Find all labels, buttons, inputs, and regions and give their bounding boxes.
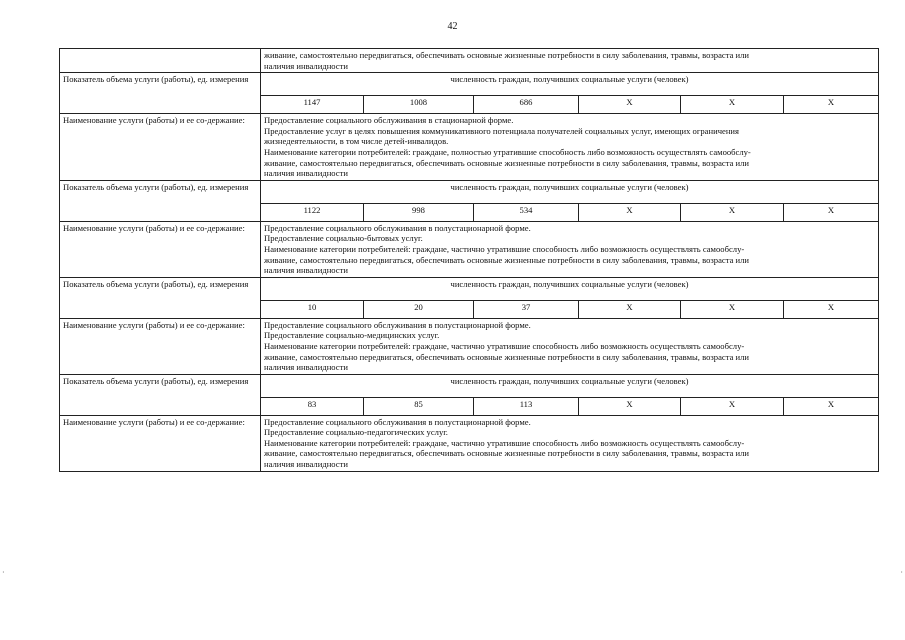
indicator-value-cell: X	[784, 203, 879, 221]
indicator-heading: численность граждан, получивших социальные услуги (человек)	[261, 374, 879, 397]
indicator-heading-row	[60, 277, 879, 300]
indicator-value-cell: X	[784, 96, 879, 114]
indicator-heading-row	[60, 374, 879, 397]
indicator-value-cell: 37	[474, 300, 579, 318]
indicator-value-cell: 998	[364, 203, 474, 221]
description-line: живание, самостоятельно передвигаться, обеспечивать основные жизненные потребности в силу заболевания, травмы, возраста или	[264, 351, 750, 362]
service-description	[261, 318, 879, 374]
indicator-value-cell: 1008	[364, 96, 474, 114]
volume-indicator-label: Показатель объема услуги (работы), ед. измерения	[60, 73, 261, 114]
indicator-value-cell: 83	[261, 397, 364, 415]
description-line: Наименование категории потребителей: граждане, частично утратившие способность либо возможность осуществлять самообслу-	[264, 340, 745, 351]
description-line: живание, самостоятельно передвигаться, обеспечивать основные жизненные потребности в силу заболевания, травмы, возраста или	[264, 157, 750, 168]
description-line: жизнедеятельности, в том числе детей-инвалидов.	[264, 136, 449, 147]
indicator-value-cell: X	[681, 96, 784, 114]
table-body	[60, 49, 879, 472]
service-name-label: Наименование услуги (работы) и ее со-держание:	[60, 221, 261, 277]
description-line: наличия инвалидности	[264, 265, 348, 276]
indicator-value-cell: 686	[474, 96, 579, 114]
description-line: Предоставление социального обслуживания в стационарной форме.	[264, 115, 514, 126]
description-line: Предоставление социально-медицинских услуг.	[264, 330, 440, 341]
description-line: наличия инвалидности	[264, 168, 348, 179]
scan-edge-mark-left: ·	[2, 568, 5, 577]
indicator-value-cell: 534	[474, 203, 579, 221]
indicator-value-cell: X	[681, 397, 784, 415]
indicator-value-cell: X	[579, 96, 681, 114]
indicator-value-cell: 10	[261, 300, 364, 318]
service-name-label: Наименование услуги (работы) и ее со-держание:	[60, 415, 261, 471]
indicator-heading: численность граждан, получивших социальные услуги (человек)	[261, 277, 879, 300]
volume-indicator-label: Показатель объема услуги (работы), ед. измерения	[60, 277, 261, 318]
indicator-value-cell: 1147	[261, 96, 364, 114]
description-line: Предоставление социального обслуживания в полустационарной форме.	[264, 416, 531, 427]
description-line: живание, самостоятельно передвигаться, обеспечивать основные жизненные потребности в силу заболевания, травмы, возраста или	[264, 254, 750, 265]
description-line: Предоставление социально-педагогических услуг.	[264, 427, 448, 438]
description-line: живание, самостоятельно передвигаться, обеспечивать основные жизненные потребности в силу заболевания, травмы, возраста или	[264, 50, 750, 60]
description-line: живание, самостоятельно передвигаться, обеспечивать основные жизненные потребности в силу заболевания, травмы, возраста или	[264, 448, 750, 459]
service-description	[261, 221, 879, 277]
service-name-label: Наименование услуги (работы) и ее со-держание:	[60, 318, 261, 374]
indicator-value-cell: 113	[474, 397, 579, 415]
page-number: 42	[447, 21, 458, 32]
service-description-row	[60, 415, 879, 471]
description-line: наличия инвалидности	[264, 459, 348, 470]
service-description	[261, 49, 879, 73]
indicator-heading: численность граждан, получивших социальные услуги (человек)	[261, 73, 879, 96]
description-line: Наименование категории потребителей: граждане, полностью утратившие способность либо возможность осуществлять самообслу-	[264, 146, 751, 157]
volume-indicator-label: Показатель объема услуги (работы), ед. измерения	[60, 374, 261, 415]
description-line: Предоставление услуг в целях повышения коммуникативного потенциала получателей социальных услуг, имеющих ограничения	[264, 125, 739, 136]
indicator-heading: численность граждан, получивших социальные услуги (человек)	[261, 180, 879, 203]
service-description-row	[60, 318, 879, 374]
description-line: наличия инвалидности	[264, 60, 348, 71]
indicator-value-cell: X	[681, 203, 784, 221]
indicator-heading-row	[60, 73, 879, 96]
indicator-value-cell: 85	[364, 397, 474, 415]
description-line: наличия инвалидности	[264, 362, 348, 373]
service-description	[261, 114, 879, 181]
scan-edge-mark-right: ·	[900, 568, 903, 577]
description-line: Наименование категории потребителей: граждане, частично утратившие способность либо возможность осуществлять самообслу-	[264, 243, 745, 254]
indicator-value-cell: X	[579, 300, 681, 318]
volume-indicator-label: Показатель объема услуги (работы), ед. измерения	[60, 180, 261, 221]
service-description-row	[60, 221, 879, 277]
indicator-value-cell: X	[784, 397, 879, 415]
indicator-value-cell: X	[579, 203, 681, 221]
description-line: Наименование категории потребителей: граждане, частично утратившие способность либо возможность осуществлять самообслу-	[264, 437, 745, 448]
service-description-continuation-row	[60, 49, 879, 73]
indicator-value-cell: X	[681, 300, 784, 318]
service-name-label: Наименование услуги (работы) и ее со-держание:	[60, 114, 261, 181]
indicator-heading-row	[60, 180, 879, 203]
indicator-value-cell: 1122	[261, 203, 364, 221]
indicator-value-cell: X	[784, 300, 879, 318]
service-description	[261, 415, 879, 471]
description-line: Предоставление социального обслуживания в полустационарной форме.	[264, 222, 531, 233]
service-description-row	[60, 114, 879, 181]
indicator-value-cell: X	[579, 397, 681, 415]
service-name-label	[60, 49, 261, 73]
description-line: Предоставление социального обслуживания в полустационарной форме.	[264, 319, 531, 330]
description-line: Предоставление социально-бытовых услуг.	[264, 233, 423, 244]
indicator-value-cell: 20	[364, 300, 474, 318]
services-table	[59, 48, 879, 472]
